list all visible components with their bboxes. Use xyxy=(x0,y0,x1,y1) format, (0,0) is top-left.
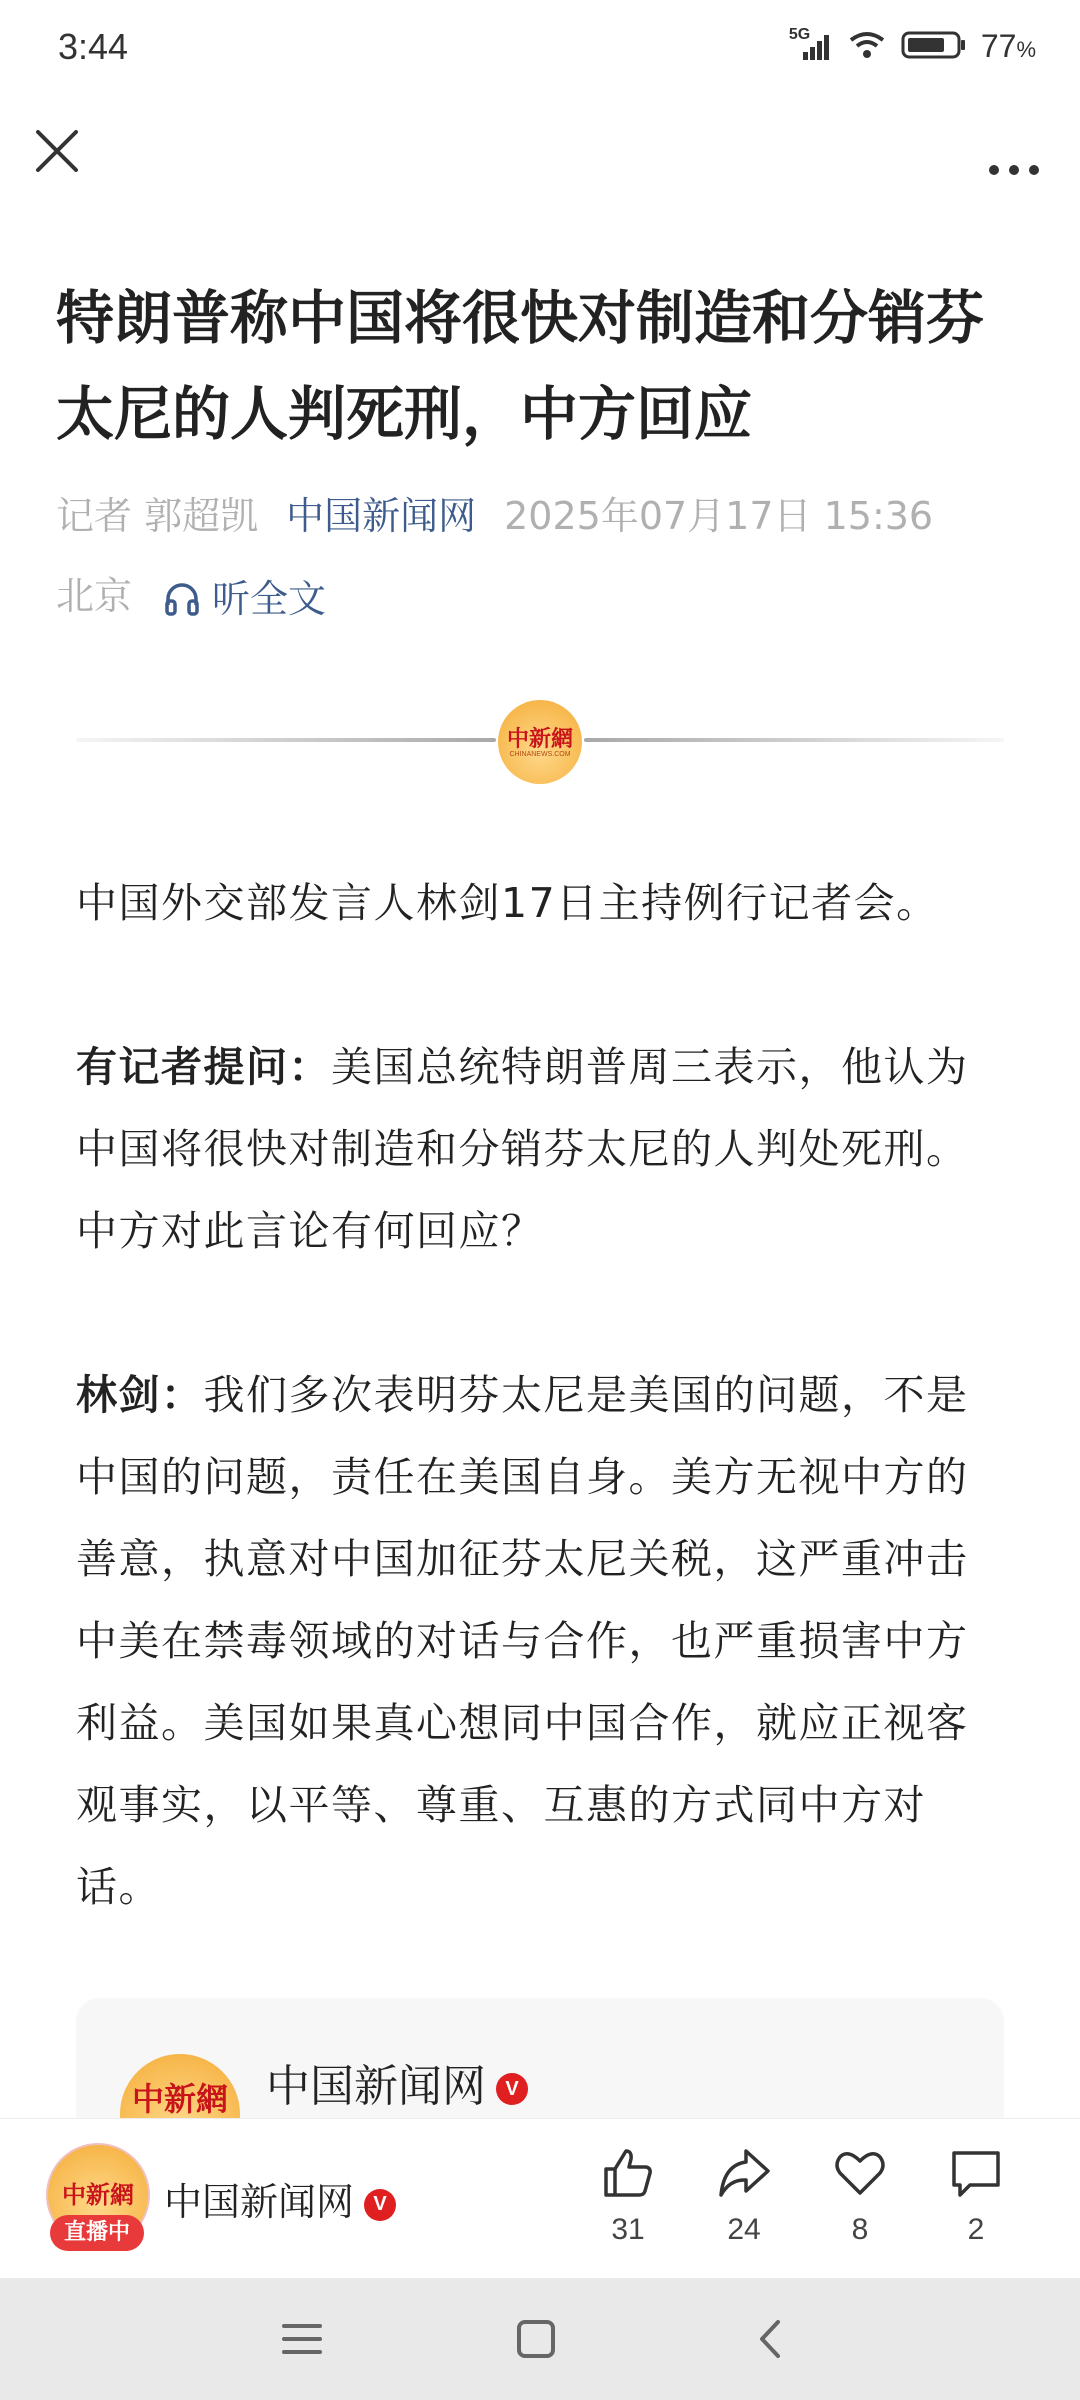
card-logo-text: 中新網 xyxy=(131,2080,228,2118)
account-name-text: 中国新闻网 xyxy=(164,2180,355,2224)
close-icon xyxy=(30,124,90,184)
article-meta xyxy=(56,476,1036,639)
headphones-icon xyxy=(162,579,202,619)
publisher-card[interactable] xyxy=(76,1998,1004,2118)
favorite-button[interactable] xyxy=(820,2145,900,2247)
listen-button[interactable] xyxy=(162,559,326,639)
like-button[interactable] xyxy=(588,2145,668,2247)
chinanews-logo xyxy=(498,700,582,784)
back-icon xyxy=(740,2314,800,2364)
status-bar xyxy=(0,0,1080,100)
menu-nav-button[interactable] xyxy=(272,2314,332,2364)
article-paragraph xyxy=(76,1026,1006,1272)
more-icon xyxy=(980,124,1050,184)
status-time: 3:44 xyxy=(58,26,129,67)
publisher-card-name xyxy=(266,2050,528,2114)
battery-icon xyxy=(901,29,967,65)
share-icon xyxy=(716,2145,772,2201)
divider-line-left xyxy=(76,738,496,742)
paragraph-text: 美国总统特朗普周三表示，他认为中国将很快对制造和分销芬太尼的人判处死刑。中方对此言论有何回应？ xyxy=(76,1043,969,1255)
back-nav-button[interactable] xyxy=(740,2314,800,2364)
publish-datetime: 2025年07月17日 15:36 xyxy=(504,494,934,538)
paragraph-lead: 林剑： xyxy=(76,1371,204,1419)
avatar-logo-text: 中新網 xyxy=(62,2180,134,2209)
publisher-card-avatar xyxy=(120,2054,240,2118)
share-count: 24 xyxy=(727,2213,761,2246)
article-paragraph xyxy=(76,862,1006,944)
paragraph-text: 我们多次表明芬太尼是美国的问题，不是中国的问题，责任在美国自身。美方无视中方的善意，执意对中国加征芬太尼关税，这严重冲击中美在禁毒领域的对话与合作，也严重损害中方利益。美国如果真心想同中国合作，就应正视客观事实，以平等、尊重、互惠的方式同中方对话。 xyxy=(76,1371,969,1911)
verified-badge-icon: V xyxy=(364,2189,396,2221)
article-body xyxy=(76,862,1006,2010)
reporter: 记者 郭超凯 xyxy=(56,494,259,538)
battery-value: 77 xyxy=(980,28,1017,64)
close-button[interactable] xyxy=(30,124,90,184)
divider-line-right xyxy=(584,738,1004,742)
logo-text: 中新網 xyxy=(506,725,573,752)
home-nav-button[interactable] xyxy=(506,2314,566,2364)
paragraph-text: 中国外交部发言人林剑17日主持例行记者会。 xyxy=(76,879,939,927)
paragraph-lead: 有记者提问： xyxy=(76,1043,331,1091)
comment-icon xyxy=(948,2145,1004,2201)
thumbs-up-icon xyxy=(600,2145,656,2201)
article-paragraph xyxy=(76,1354,1006,1928)
logo-divider xyxy=(76,700,1004,780)
card-name-text: 中国新闻网 xyxy=(266,2061,486,2112)
comment-button[interactable] xyxy=(936,2145,1016,2247)
location: 北京 xyxy=(56,574,133,618)
comment-count: 2 xyxy=(967,2213,985,2246)
wifi-icon xyxy=(847,30,887,64)
bottom-action-bar xyxy=(0,2118,1080,2279)
like-count: 31 xyxy=(611,2213,645,2246)
favorite-count: 8 xyxy=(851,2213,869,2246)
share-button[interactable] xyxy=(704,2145,784,2247)
verified-badge-icon: V xyxy=(496,2073,528,2105)
live-badge[interactable]: 直播中 xyxy=(50,2215,144,2251)
status-icons xyxy=(788,25,1036,65)
heart-icon xyxy=(832,2145,888,2201)
more-options-button[interactable] xyxy=(980,124,1050,184)
account-name[interactable] xyxy=(164,2171,396,2226)
system-nav-bar xyxy=(0,2278,1080,2400)
source-link[interactable]: 中国新闻网 xyxy=(286,494,477,538)
top-nav xyxy=(0,110,1080,200)
article-title: 特朗普称中国将很快对制造和分销芬太尼的人判死刑，中方回应 xyxy=(56,284,985,448)
menu-icon xyxy=(272,2314,332,2364)
home-square-icon xyxy=(506,2314,566,2364)
network-type: 5G xyxy=(788,25,811,43)
logo-subtext: CHINANEWS.COM xyxy=(509,750,571,758)
listen-label: 听全文 xyxy=(212,576,327,621)
battery-unit: % xyxy=(1016,37,1036,62)
cellular-signal-icon xyxy=(788,25,833,62)
battery-percent xyxy=(981,28,1036,65)
